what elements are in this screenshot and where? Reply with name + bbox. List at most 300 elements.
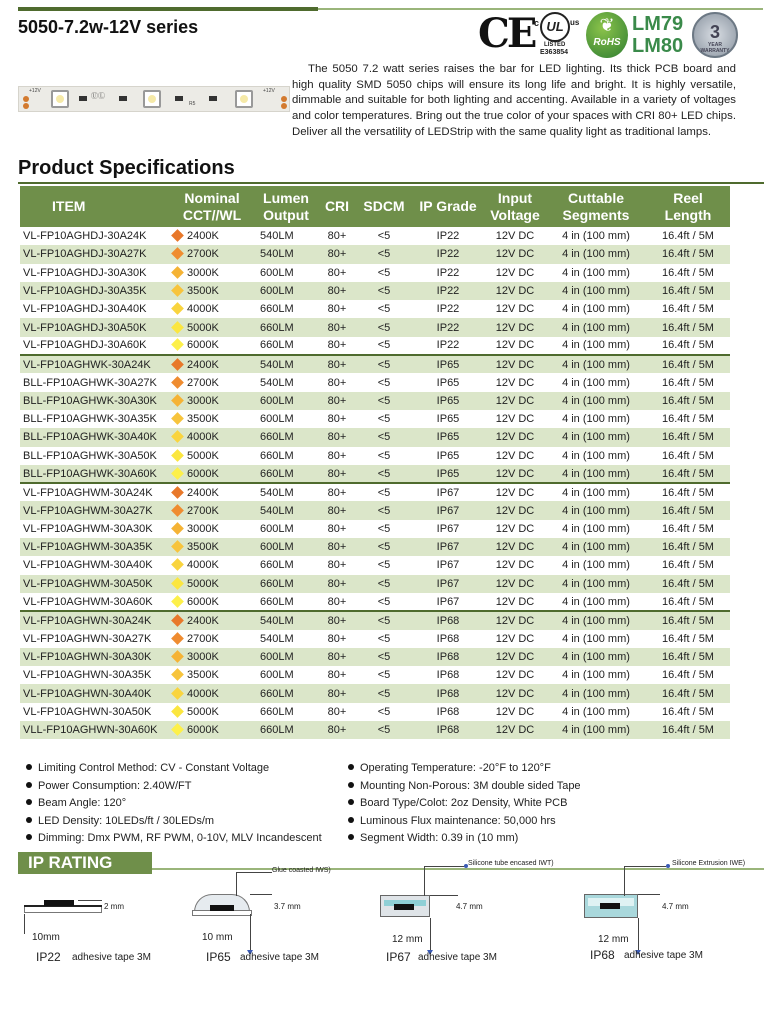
cell-reel: 16.4ft / 5M xyxy=(662,595,714,608)
cct-diamond-icon xyxy=(171,723,184,736)
top-divider-light xyxy=(318,8,763,10)
cell-sdcm: <5 xyxy=(377,705,391,718)
height-dim: 3.7 mm xyxy=(274,902,301,911)
cell-sdcm: <5 xyxy=(356,465,412,483)
cell-voltage: 12V DC xyxy=(484,282,546,300)
led-chip-icon xyxy=(394,904,414,910)
header-cut: Cuttable Segments xyxy=(546,186,646,227)
cell-cut: 4 in (100 mm) xyxy=(546,501,646,519)
cell-sdcm: <5 xyxy=(356,575,412,593)
height-dim: 4.7 mm xyxy=(456,902,483,911)
cell-lumen: 660LM xyxy=(254,575,318,593)
rohs-label: RoHS xyxy=(593,37,621,48)
cell-cri: 80+ xyxy=(318,538,356,556)
table-row xyxy=(20,465,730,483)
solder-pad-icon xyxy=(281,96,287,102)
cct-diamond-icon xyxy=(171,339,184,352)
ce-mark-icon: CE xyxy=(478,10,535,57)
cell-reel: 16.4ft / 5M xyxy=(646,648,730,666)
cell-cri: 80+ xyxy=(318,611,356,629)
cell-cri: 80+ xyxy=(327,376,347,389)
cell-reel: 16.4ft / 5M xyxy=(662,449,714,462)
cct-diamond-icon xyxy=(171,614,184,627)
cell-cut: 4 in (100 mm) xyxy=(546,392,646,410)
cell-sdcm: <5 xyxy=(356,355,412,373)
bullet-icon xyxy=(348,834,354,840)
cell-cct: 2700K xyxy=(170,501,254,519)
feature-item: Operating Temperature: -20°F to 120°F xyxy=(348,760,581,778)
feature-item: Mounting Non-Porous: 3M double sided Tape xyxy=(348,778,581,796)
cell-cut: 4 in (100 mm) xyxy=(546,318,646,336)
cell-ip: IP22 xyxy=(412,245,484,263)
cell-cct: 4000K xyxy=(170,428,254,446)
led-chip-icon xyxy=(143,90,161,108)
cct-diamond-icon xyxy=(171,284,184,297)
cell-ip: IP67 xyxy=(412,501,484,519)
cell-reel: 16.4ft / 5M xyxy=(646,721,730,739)
callout-label: Glue coasted IWS) xyxy=(272,867,331,874)
cell-voltage: 12V DC xyxy=(495,413,535,426)
series-title: 5050-7.2w-12V series xyxy=(18,17,199,37)
cell-ip: IP68 xyxy=(412,721,484,739)
led-chip-icon xyxy=(235,90,253,108)
cell-item: VL-FP10AGHDJ-30A60K xyxy=(23,339,147,352)
cell-lumen: 540LM xyxy=(254,483,318,501)
callout-line xyxy=(236,872,237,896)
cell-item: VL-FP10AGHDJ-30A30K xyxy=(23,266,147,279)
width-dim: 12 mm xyxy=(598,934,629,945)
callout-line xyxy=(624,866,666,867)
cell-ip: IP67 xyxy=(412,538,484,556)
solder-pad-icon xyxy=(23,103,29,109)
cell-cut: 4 in (100 mm) xyxy=(562,230,630,243)
description-text: The 5050 7.2 watt series raises the bar for LED lighting. Its thick PCB board and high quality SMD 5050 chips will ensure its long life and bright. It is highly versatile, dimmable and suitable for both lighting and accenting. Available in a variety of voltages and color temperatures. Bring out the true color of your spaces with CRI 80+ LED chips. Deliver all the versatility of LEDStrip with the same quality light as traditional lamps. xyxy=(292,63,736,138)
cell-reel: 16.4ft / 5M xyxy=(662,632,714,645)
product-description xyxy=(292,62,736,141)
cell-ip: IP22 xyxy=(412,318,484,336)
cell-voltage: 12V DC xyxy=(484,648,546,666)
cell-voltage: 12V DC xyxy=(495,339,535,352)
led-chip-icon xyxy=(210,905,234,911)
warranty-years: 3 xyxy=(709,22,720,42)
cell-lumen: 660LM xyxy=(260,339,294,352)
cell-reel: 16.4ft / 5M xyxy=(646,684,730,702)
cct-diamond-icon xyxy=(171,266,184,279)
cell-ip: IP65 xyxy=(412,428,484,446)
cell-ip: IP68 xyxy=(436,632,460,645)
cct-diamond-icon xyxy=(171,302,184,315)
cell-voltage: 12V DC xyxy=(495,230,535,243)
cell-reel: 16.4ft / 5M xyxy=(646,501,730,519)
cell-sdcm: <5 xyxy=(377,632,391,645)
cell-sdcm: <5 xyxy=(356,282,412,300)
cct-diamond-icon xyxy=(171,467,184,480)
cell-sdcm: <5 xyxy=(377,413,391,426)
cell-cri: 80+ xyxy=(327,303,347,316)
table-row xyxy=(20,447,730,465)
table-row xyxy=(20,264,730,282)
feature-item: Dimming: Dmx PWM, RF PWM, 0-10V, MLV Incandescent xyxy=(26,830,322,848)
cct-diamond-icon xyxy=(171,632,184,645)
tape-label: adhesive tape 3M xyxy=(240,952,319,963)
cell-voltage: 12V DC xyxy=(484,465,546,483)
cell-item: VL-FP10AGHWM-30A35K xyxy=(20,538,170,556)
cell-sdcm: <5 xyxy=(377,303,391,316)
ip68-diagram xyxy=(580,860,780,970)
cell-ip: IP67 xyxy=(412,483,484,501)
cell-cri: 80+ xyxy=(327,705,347,718)
width-dim: 10mm xyxy=(32,932,60,943)
cell-cri: 80+ xyxy=(327,449,347,462)
table-row xyxy=(20,318,730,336)
cell-cri: 80+ xyxy=(327,669,347,682)
cell-lumen: 540LM xyxy=(260,632,294,645)
cell-reel: 16.4ft / 5M xyxy=(662,230,714,243)
callout-line xyxy=(424,866,425,896)
table-row xyxy=(20,703,730,721)
cell-cut: 4 in (100 mm) xyxy=(562,449,630,462)
cell-reel: 16.4ft / 5M xyxy=(662,413,714,426)
cell-sdcm: <5 xyxy=(356,721,412,739)
cell-cri: 80+ xyxy=(327,595,347,608)
led-chip-icon xyxy=(44,900,74,906)
cell-cri: 80+ xyxy=(318,282,356,300)
cell-cri: 80+ xyxy=(327,632,347,645)
cct-diamond-icon xyxy=(171,376,184,389)
table-row xyxy=(20,520,730,538)
cct-diamond-icon xyxy=(171,668,184,681)
cell-cct: 3500K xyxy=(170,666,254,684)
cell-item: BLL-FP10AGHWK-30A30K xyxy=(20,392,170,410)
cell-voltage: 12V DC xyxy=(495,669,535,682)
warranty-badge-icon xyxy=(692,12,738,58)
cell-lumen: 660LM xyxy=(260,705,294,718)
feature-item: Limiting Control Method: CV - Constant Voltage xyxy=(26,760,322,778)
cct-diamond-icon xyxy=(171,412,184,425)
cct-diamond-icon xyxy=(171,449,184,462)
cct-diamond-icon xyxy=(171,248,184,261)
feature-item: Beam Angle: 120° xyxy=(26,795,322,813)
certification-logos xyxy=(476,12,766,60)
cell-reel: 16.4ft / 5M xyxy=(646,538,730,556)
cell-cut: 4 in (100 mm) xyxy=(562,266,630,279)
dim-line xyxy=(250,894,272,895)
cell-cut: 4 in (100 mm) xyxy=(546,245,646,263)
cell-sdcm: <5 xyxy=(356,611,412,629)
cell-cut: 4 in (100 mm) xyxy=(562,303,630,316)
cell-item: BLL-FP10AGHWK-30A40K xyxy=(20,428,170,446)
table-row xyxy=(20,282,730,300)
header-cri: CRI xyxy=(318,186,356,227)
width-dim: 10 mm xyxy=(202,932,233,943)
cell-cct: 6000K xyxy=(170,337,254,355)
cell-voltage: 12V DC xyxy=(484,428,546,446)
cct-diamond-icon xyxy=(171,522,184,535)
cell-cct: 2400K xyxy=(170,227,254,245)
cell-sdcm: <5 xyxy=(356,318,412,336)
ip-rating-title: IP RATING xyxy=(18,852,152,874)
cell-cct: 5000K xyxy=(170,318,254,336)
led-strip-image xyxy=(18,86,290,112)
cell-lumen: 600LM xyxy=(254,648,318,666)
cell-ip: IP22 xyxy=(412,282,484,300)
features-right xyxy=(348,760,581,848)
cell-cri: 80+ xyxy=(318,465,356,483)
cell-item: BLL-FP10AGHWK-30A27K xyxy=(23,376,157,389)
cell-sdcm: <5 xyxy=(377,522,391,535)
bullet-icon xyxy=(26,834,32,840)
bullet-icon xyxy=(348,764,354,770)
header-voltage: Input Voltage xyxy=(484,186,546,227)
dim-line xyxy=(250,914,251,954)
table-row xyxy=(20,684,730,702)
cell-ip: IP68 xyxy=(412,611,484,629)
table-row xyxy=(20,245,730,263)
cct-diamond-icon xyxy=(171,358,184,371)
cell-sdcm: <5 xyxy=(377,595,391,608)
dim-line xyxy=(78,900,102,901)
width-dim: 12 mm xyxy=(392,934,423,945)
cell-sdcm: <5 xyxy=(377,230,391,243)
cell-cri: 80+ xyxy=(327,413,347,426)
cell-item: VL-FP10AGHWM-30A30K xyxy=(23,522,153,535)
cell-cct: 6000K xyxy=(170,593,254,611)
cell-item: VL-FP10AGHWN-30A30K xyxy=(20,648,170,666)
resistor-icon xyxy=(175,96,183,101)
cell-cct: 3500K xyxy=(170,410,254,428)
cct-diamond-icon xyxy=(171,559,184,572)
callout-line xyxy=(624,866,625,896)
cell-cri: 80+ xyxy=(318,684,356,702)
spec-table xyxy=(20,186,730,739)
strip-res-label: R5 xyxy=(189,101,196,107)
cell-lumen: 660LM xyxy=(260,449,294,462)
table-row xyxy=(20,300,730,318)
cell-cct: 5000K xyxy=(170,447,254,465)
tape-label: adhesive tape 3M xyxy=(418,952,497,963)
lm80-label: LM80 xyxy=(632,35,684,57)
table-row xyxy=(20,428,730,446)
cell-voltage: 12V DC xyxy=(484,318,546,336)
cell-cut: 4 in (100 mm) xyxy=(546,282,646,300)
cell-cut: 4 in (100 mm) xyxy=(546,721,646,739)
cell-item: BLL-FP10AGHWK-30A60K xyxy=(20,465,170,483)
cell-cct: 2700K xyxy=(170,373,254,391)
cell-cct: 2400K xyxy=(170,355,254,373)
feature-item: Luminous Flux maintenance: 50,000 hrs xyxy=(348,813,581,831)
cell-item: BLL-FP10AGHWK-30A35K xyxy=(23,413,157,426)
cell-item: VL-FP10AGHWN-30A24K xyxy=(20,611,170,629)
table-row xyxy=(20,392,730,410)
callout-line xyxy=(236,872,272,873)
bullet-icon xyxy=(348,799,354,805)
cell-ip: IP67 xyxy=(412,575,484,593)
cell-lumen: 660LM xyxy=(254,465,318,483)
cell-lumen: 600LM xyxy=(260,413,294,426)
cell-cut: 4 in (100 mm) xyxy=(562,413,630,426)
cell-sdcm: <5 xyxy=(377,376,391,389)
cell-voltage: 12V DC xyxy=(484,483,546,501)
cell-cut: 4 in (100 mm) xyxy=(546,355,646,373)
table-row xyxy=(20,593,730,611)
cell-cri: 80+ xyxy=(327,266,347,279)
cell-sdcm: <5 xyxy=(356,392,412,410)
cell-voltage: 12V DC xyxy=(495,632,535,645)
cell-reel: 16.4ft / 5M xyxy=(662,522,714,535)
spec-table-body xyxy=(20,227,730,739)
cell-item: VL-FP10AGHDJ-30A50K xyxy=(20,318,170,336)
table-row xyxy=(20,410,730,428)
spec-divider xyxy=(18,182,764,184)
callout-line xyxy=(424,866,466,867)
led-chip-icon xyxy=(600,903,620,909)
cell-lumen: 660LM xyxy=(254,428,318,446)
cell-item: VL-FP10AGHWK-30A24K xyxy=(20,355,170,373)
cct-diamond-icon xyxy=(171,229,184,242)
tape-label: adhesive tape 3M xyxy=(624,950,703,961)
cell-cct: 3000K xyxy=(170,648,254,666)
cell-lumen: 540LM xyxy=(254,245,318,263)
cell-ip: IP68 xyxy=(412,684,484,702)
cell-ip: IP22 xyxy=(436,303,460,316)
strip-plus-right: +12V xyxy=(263,88,275,94)
cell-reel: 16.4ft / 5M xyxy=(646,575,730,593)
ip-code: IP22 xyxy=(36,950,61,964)
cell-cri: 80+ xyxy=(318,721,356,739)
cell-cct: 5000K xyxy=(170,575,254,593)
table-row xyxy=(20,501,730,519)
cell-lumen: 600LM xyxy=(254,392,318,410)
cell-voltage: 12V DC xyxy=(484,721,546,739)
cct-diamond-icon xyxy=(171,687,184,700)
resistor-icon xyxy=(79,96,87,101)
cell-reel: 16.4ft / 5M xyxy=(646,428,730,446)
spec-table-header xyxy=(20,186,730,227)
cell-item: BLL-FP10AGHWK-30A50K xyxy=(23,449,157,462)
table-row xyxy=(20,575,730,593)
feature-item: Power Consumption: 2.40W/FT xyxy=(26,778,322,796)
spec-title: Product Specifications xyxy=(18,157,235,179)
cell-cut: 4 in (100 mm) xyxy=(546,483,646,501)
cell-cut: 4 in (100 mm) xyxy=(562,669,630,682)
cell-lumen: 660LM xyxy=(260,595,294,608)
cell-ip: IP68 xyxy=(436,669,460,682)
cell-cct: 3000K xyxy=(170,392,254,410)
cell-lumen: 540LM xyxy=(254,611,318,629)
cell-reel: 16.4ft / 5M xyxy=(662,339,714,352)
cct-diamond-icon xyxy=(171,540,184,553)
cell-item: VL-FP10AGHWM-30A24K xyxy=(20,483,170,501)
cell-reel: 16.4ft / 5M xyxy=(646,392,730,410)
cell-lumen: 660LM xyxy=(254,318,318,336)
cell-reel: 16.4ft / 5M xyxy=(662,705,714,718)
ip-code: IP68 xyxy=(590,948,615,962)
table-row xyxy=(20,227,730,245)
cell-cri: 80+ xyxy=(318,648,356,666)
table-row xyxy=(20,611,730,629)
cell-voltage: 12V DC xyxy=(484,575,546,593)
header-lumen: Lumen Output xyxy=(254,186,318,227)
feature-item: Board Type/Colot: 2oz Density, White PCB xyxy=(348,795,581,813)
cell-lumen: 600LM xyxy=(254,538,318,556)
cell-cct: 4000K xyxy=(170,300,254,318)
cell-ip: IP22 xyxy=(436,266,460,279)
cell-reel: 16.4ft / 5M xyxy=(662,669,714,682)
cell-reel: 16.4ft / 5M xyxy=(662,266,714,279)
ul-us-label: us xyxy=(570,18,580,27)
cell-cut: 4 in (100 mm) xyxy=(546,465,646,483)
cell-sdcm: <5 xyxy=(356,684,412,702)
solder-pad-icon xyxy=(281,103,287,109)
cell-reel: 16.4ft / 5M xyxy=(646,245,730,263)
cell-sdcm: <5 xyxy=(356,501,412,519)
cell-item: VL-FP10AGHWM-30A40K xyxy=(23,559,153,572)
table-row xyxy=(20,483,730,501)
cell-reel: 16.4ft / 5M xyxy=(646,465,730,483)
bullet-icon xyxy=(26,817,32,823)
cell-item: VL-FP10AGHDJ-30A27K xyxy=(20,245,170,263)
cell-cri: 80+ xyxy=(318,318,356,336)
cell-lumen: 540LM xyxy=(254,501,318,519)
cct-diamond-icon xyxy=(171,504,184,517)
cell-cct: 3500K xyxy=(170,282,254,300)
cell-voltage: 12V DC xyxy=(484,392,546,410)
cell-ip: IP65 xyxy=(436,413,460,426)
bullet-icon xyxy=(348,817,354,823)
cell-sdcm: <5 xyxy=(356,245,412,263)
cell-sdcm: <5 xyxy=(356,428,412,446)
cell-cct: 6000K xyxy=(170,721,254,739)
bullet-icon xyxy=(348,782,354,788)
cell-cri: 80+ xyxy=(318,392,356,410)
ul-number: E363854 xyxy=(540,49,569,56)
cell-ip: IP68 xyxy=(412,648,484,666)
cell-item: VL-FP10AGHWN-30A50K xyxy=(23,705,152,718)
cct-diamond-icon xyxy=(171,705,184,718)
cell-voltage: 12V DC xyxy=(495,376,535,389)
cct-diamond-icon xyxy=(171,577,184,590)
bullet-icon xyxy=(26,782,32,788)
table-row xyxy=(20,538,730,556)
cell-cri: 80+ xyxy=(327,230,347,243)
cell-cri: 80+ xyxy=(327,559,347,572)
cct-diamond-icon xyxy=(171,650,184,663)
ip65-diagram xyxy=(190,860,390,970)
cell-cut: 4 in (100 mm) xyxy=(562,632,630,645)
table-row xyxy=(20,630,730,648)
callout-dot-icon xyxy=(666,864,670,868)
header-reel: Reel Length xyxy=(646,186,730,227)
cell-sdcm: <5 xyxy=(377,449,391,462)
table-row xyxy=(20,556,730,574)
dim-line xyxy=(430,918,431,954)
cell-voltage: 12V DC xyxy=(495,522,535,535)
cell-item: VLL-FP10AGHWN-30A60K xyxy=(20,721,170,739)
cell-voltage: 12V DC xyxy=(484,245,546,263)
cell-lumen: 540LM xyxy=(260,376,294,389)
header-item: ITEM xyxy=(20,186,170,227)
cell-item: VL-FP10AGHWN-30A40K xyxy=(20,684,170,702)
cell-cct: 2700K xyxy=(170,245,254,263)
cell-ip: IP22 xyxy=(436,339,460,352)
solder-pad-icon xyxy=(23,96,29,102)
cell-ip: IP65 xyxy=(436,449,460,462)
cell-cri: 80+ xyxy=(318,428,356,446)
cell-cri: 80+ xyxy=(318,575,356,593)
table-row xyxy=(20,648,730,666)
cell-ip: IP22 xyxy=(436,230,460,243)
cell-ip: IP67 xyxy=(436,595,460,608)
